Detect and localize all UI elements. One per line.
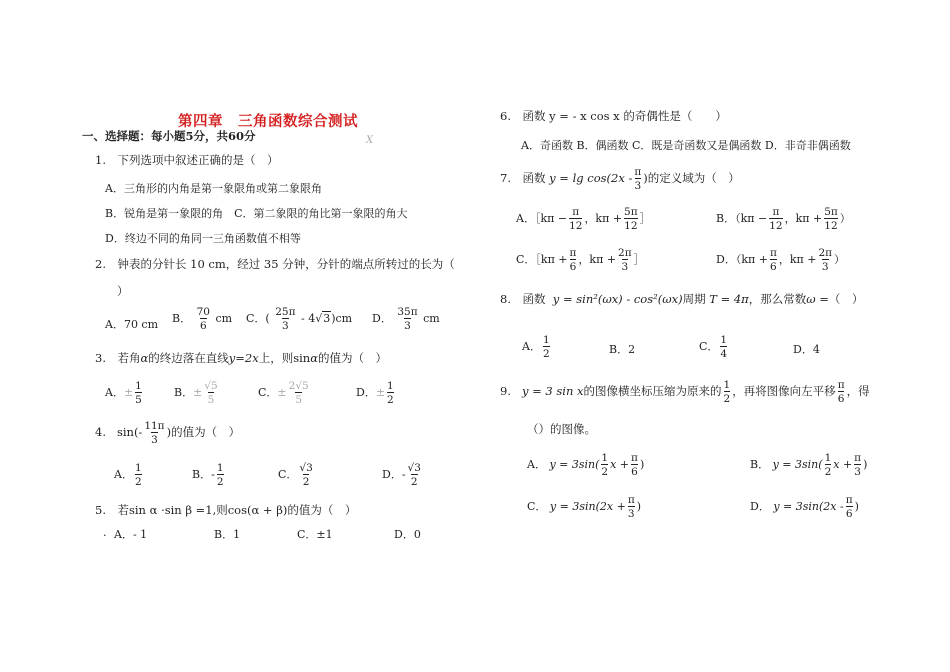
q7-b-n1: π (772, 206, 780, 218)
q3-c-num: 2√5 (288, 380, 309, 392)
q3-alpha: α (140, 351, 149, 365)
q5-option-c: C．±1 (297, 528, 333, 541)
q9-stem (500, 379, 870, 405)
q4-b-den: 2 (216, 476, 224, 488)
q7-b-mid: ，kπ + (784, 212, 823, 225)
q3-d-fraction (387, 380, 394, 406)
q9-f1-den: 2 (723, 393, 731, 405)
q8-fn: y = sin²(ωx) - cos²(ωx) (552, 292, 683, 306)
q3-line: y=2x (228, 351, 259, 365)
q9-a-end: ) (639, 458, 645, 471)
q9-a-d1: 2 (601, 466, 609, 478)
q7-stem (500, 166, 740, 192)
q9-d-pre: y = 3sin(2x - (773, 500, 844, 513)
q9-a-mid: x + (610, 458, 630, 471)
q7-stem-a: 7. 函数 (500, 171, 546, 185)
q9-a-label: A． (527, 458, 546, 471)
q1-option-a: A．三角形的内角是第一象限角或第二象限角 (105, 182, 322, 195)
q2-d-fraction (397, 306, 417, 332)
q7-a-d2: 12 (624, 220, 638, 232)
q4-c-fraction (299, 462, 312, 488)
q7-c-end: ］ (633, 253, 645, 266)
q4-b-sign: - (211, 468, 215, 481)
q4-fraction (144, 420, 164, 446)
q9-a-frac1 (601, 452, 608, 478)
q3-alpha-2: α (310, 351, 318, 365)
q9-stem-line-2: （）的图像。 (527, 422, 596, 436)
q9-fn: y = 3 sin x (521, 384, 584, 398)
q7-b-label: B．（kπ − (716, 212, 768, 225)
q7-a-mid: ，kπ + (584, 212, 623, 225)
q8-stem-d: （ ） (828, 292, 864, 306)
q9-d-label: D． (750, 500, 770, 513)
q4-a-fraction (135, 462, 142, 488)
q2-d-unit: cm (423, 312, 440, 325)
q4-stem-a: 4. (95, 425, 106, 439)
q9-option-c (527, 494, 641, 520)
q9-b-end: ) (863, 458, 868, 471)
q9-c-d: 3 (627, 508, 635, 520)
q9-c-n: π (627, 494, 635, 506)
q9-b-frac1 (825, 452, 832, 478)
q2-option-b (172, 306, 232, 332)
q7-option-a (516, 206, 651, 232)
q2-d-num: 35π (397, 306, 418, 318)
q4-d-num: √3 (407, 462, 421, 474)
q9-c-pre: y = 3sin(2x + (549, 500, 626, 513)
q5-stem: 5. 若sin α ·sin β =1,则cos(α + β)的值为（ ） (95, 503, 357, 517)
q9-b-mid: x + (833, 458, 853, 471)
q8-c-num: 1 (720, 334, 728, 346)
q1-stem: 1. 下列选项中叙述正确的是（ ） (95, 153, 279, 167)
q8-option-b: B．2 (609, 343, 636, 356)
q4-num: 11π (144, 420, 165, 432)
q3-c-fraction (289, 380, 309, 406)
q9-b-d2: 3 (854, 466, 861, 478)
q7-d-frac2 (818, 247, 832, 273)
q4-b-num: 1 (216, 462, 224, 474)
q9-stem-c: ，再将图像向左平移 (732, 384, 836, 398)
q8-a-label: A． (522, 340, 541, 353)
q7-d-n2: 2π (818, 247, 833, 259)
q7-a-frac1 (569, 206, 582, 232)
q1-option-bc: B．锐角是第一象限的角 C．第二象限的角比第一象限的角大 (105, 207, 408, 220)
q4-fn: sin(- (116, 425, 143, 439)
q4-d-fraction (408, 462, 421, 488)
q7-fn: y = lg cos(2x - (549, 171, 633, 185)
q7-a-d1: 12 (569, 220, 583, 232)
q8-stem-c: ，那么常数 (748, 292, 807, 306)
q9-b-n1: 1 (824, 452, 832, 464)
section-heading: 一、选择题：每小题5分，共60分 (82, 129, 256, 143)
q8-stem (500, 291, 863, 307)
q7-stem-b: )的定义域为（ ） (643, 171, 740, 185)
q3-c-sign: ± (277, 386, 287, 399)
q3-a-fraction (135, 380, 142, 406)
q2-d-label: D． (372, 312, 392, 325)
q7-a-label: A．［kπ − (516, 212, 568, 225)
q9-fraction-2 (838, 379, 845, 405)
q7-d-d2: 3 (821, 261, 829, 273)
q9-fraction-1 (724, 379, 731, 405)
q7-option-d (716, 247, 845, 273)
q2-option-d (372, 306, 440, 332)
q9-stem-d: ，得 (846, 384, 870, 398)
q3-stem-d: 的值为（ ） (317, 351, 387, 365)
q7-a-n1: π (572, 206, 580, 218)
q3-stem-a: 3. 若角 (95, 351, 141, 365)
q7-c-d2: 3 (621, 261, 629, 273)
q3-b-den: 5 (207, 394, 215, 406)
q7-d-frac1 (770, 247, 777, 273)
q7-option-b (716, 206, 851, 232)
q7-b-d2: 12 (824, 220, 838, 232)
q9-option-d (750, 494, 859, 520)
q9-d-n: π (845, 494, 853, 506)
q7-c-n1: π (569, 247, 577, 259)
q2-option-c: C．( $\frac{25\pi}{3}$ - 4√3)cm (246, 306, 353, 332)
stray-mark: X (366, 135, 374, 146)
q8-option-d: D．4 (793, 343, 820, 356)
q6-options: A．奇函数 B．偶函数 C．既是奇函数又是偶函数 D．非奇非偶函数 (521, 139, 851, 152)
q3-a-label: A． (105, 386, 124, 399)
q9-a-pre: y = 3sin( (549, 458, 600, 471)
q3-stem-b: 的终边落在直线 (148, 351, 229, 365)
q4-c-num: √3 (299, 462, 313, 474)
q9-d-d: 6 (845, 508, 853, 520)
q9-option-a (527, 452, 644, 478)
q3-b-label: B． (174, 386, 194, 399)
q7-b-end: ） (839, 212, 851, 225)
q3-d-label: D． (356, 386, 376, 399)
q7-d-d1: 6 (770, 261, 777, 273)
q4-stem (95, 420, 240, 446)
q4-d-den: 2 (410, 476, 418, 488)
q4-c-label: C． (278, 468, 298, 481)
q3-option-a (105, 380, 144, 406)
q9-stem-b: 的图像横坐标压缩为原来的 (583, 384, 722, 398)
q6-stem: 6. 函数 y = - x cos x 的奇偶性是（ ） (500, 109, 727, 123)
q7-c-n2: 2π (618, 247, 632, 259)
q3-c-label: C． (258, 386, 278, 399)
q9-stem-a: 9. (500, 384, 511, 398)
q3-option-b (174, 380, 220, 406)
q7-c-frac1 (570, 247, 577, 273)
q9-option-b (750, 452, 867, 478)
q8-a-num: 1 (542, 334, 550, 346)
q3-sin: sin (293, 351, 311, 365)
q8-a-den: 2 (542, 348, 550, 360)
q7-b-n2: 5π (824, 206, 838, 218)
q9-b-n2: π (854, 452, 862, 464)
q8-option-a (522, 334, 552, 360)
q8-c-fraction (720, 334, 727, 360)
q3-d-num: 1 (387, 380, 394, 392)
q7-c-d1: 6 (569, 261, 577, 273)
q9-d-frac (846, 494, 853, 520)
q9-b-d1: 2 (824, 466, 832, 478)
q3-d-den: 2 (387, 394, 394, 406)
q4-d-label: D． (382, 468, 402, 481)
q9-f1-num: 1 (723, 379, 731, 391)
q4-b-label: B． (192, 468, 212, 481)
q2-c-radicand: 3 (323, 312, 331, 325)
q7-b-frac1 (769, 206, 782, 232)
q5-option-b: B．1 (214, 528, 241, 541)
q3-a-den: 5 (135, 394, 142, 406)
q9-c-end: ) (636, 500, 642, 513)
q4-a-label: A． (114, 468, 133, 481)
q9-c-frac (628, 494, 635, 520)
q7-c-mid: ，kπ + (578, 253, 617, 266)
q7-d-end: ） (834, 253, 846, 266)
q3-a-num: 1 (135, 380, 142, 392)
q2-stem: 2. 钟表的分针长 10 cm，经过 35 分钟，分针的端点所转过的长为（ (95, 257, 455, 271)
q9-f2-den: 6 (837, 393, 845, 405)
q4-stem-b: )的值为（ ） (166, 425, 241, 439)
q5-dot: . (103, 526, 107, 539)
q7-c-frac2 (618, 247, 632, 273)
q3-a-sign: ± (123, 386, 134, 399)
q4-c-den: 2 (302, 476, 310, 488)
q8-stem-b: 周期 (682, 292, 706, 306)
q3-option-d (356, 380, 396, 406)
q7-d-n1: π (769, 247, 777, 259)
q8-period: T = 4π (709, 292, 749, 306)
q9-b-pre: y = 3sin( (772, 458, 823, 471)
q4-option-a (114, 462, 144, 488)
q4-a-den: 2 (134, 476, 142, 488)
q2-d-den: 3 (404, 320, 411, 332)
q9-b-frac2 (854, 452, 861, 478)
q8-c-label: C． (699, 340, 719, 353)
q1-option-d: D．终边不同的角同一三角函数值不相等 (105, 232, 301, 245)
q7-num: π (634, 166, 642, 178)
q7-a-frac2 (624, 206, 638, 232)
q9-f2-num: π (837, 379, 845, 391)
q7-b-d1: 12 (769, 220, 783, 232)
q3-b-sign: ± (193, 386, 203, 399)
q4-option-b (192, 462, 226, 488)
q8-option-c (699, 334, 729, 360)
q8-a-fraction (543, 334, 550, 360)
q3-option-c (258, 380, 311, 406)
q2-c-label: C．( (246, 312, 270, 325)
q9-a-frac2 (631, 452, 638, 478)
q9-a-n1: 1 (601, 452, 609, 464)
q2-stem-close: ） (117, 284, 129, 298)
q7-fraction (634, 166, 641, 192)
q2-b-den: 6 (199, 320, 207, 332)
q4-option-d (382, 462, 423, 488)
q7-d-label: D．（kπ + (716, 253, 768, 266)
q2-c-mid: - 4 (300, 312, 316, 325)
q5-option-a: A．- 1 (114, 528, 148, 541)
q2-c-num: 25π (275, 306, 296, 318)
q4-option-c (278, 462, 315, 488)
q2-c-end: )cm (331, 312, 353, 325)
q3-b-num: √5 (204, 380, 218, 392)
q7-den: 3 (634, 180, 642, 192)
q2-c-den: 3 (282, 320, 289, 332)
q7-d-mid: ，kπ + (778, 253, 817, 266)
q3-stem (95, 350, 387, 366)
q4-den: 3 (151, 434, 158, 446)
q7-b-frac2 (824, 206, 838, 232)
q4-b-fraction (217, 462, 224, 488)
q4-d-sign: - (401, 468, 406, 481)
q7-c-label: C．［kπ + (516, 253, 568, 266)
q2-b-label: B． (172, 312, 192, 325)
q7-a-end: ］ (639, 212, 651, 225)
q5-option-d: D．0 (394, 528, 421, 541)
q8-c-den: 4 (720, 348, 728, 360)
q8-stem-a: 8. 函数 (500, 292, 546, 306)
q8-omega: ω = (806, 292, 829, 306)
q9-a-d2: 6 (631, 466, 638, 478)
q2-option-a: A．70 cm (105, 318, 159, 331)
q9-b-label: B． (750, 458, 770, 471)
q3-stem-c: 上，则 (258, 351, 294, 365)
q9-d-end: ) (854, 500, 859, 513)
q2-c-fraction (275, 306, 295, 332)
q3-b-fraction (204, 380, 217, 406)
q2-b-num: 70 (196, 306, 210, 318)
q7-a-n2: 5π (624, 206, 638, 218)
q2-b-unit: cm (215, 312, 233, 325)
q3-c-den: 5 (295, 394, 303, 406)
page-title: 第四章 三角函数综合测试 (178, 113, 358, 130)
q2-b-fraction (197, 306, 210, 332)
q9-c-label: C． (527, 500, 547, 513)
q7-option-c (516, 247, 645, 273)
q9-a-n2: π (631, 452, 638, 464)
q3-d-sign: ± (375, 386, 386, 399)
q4-a-num: 1 (134, 462, 142, 474)
